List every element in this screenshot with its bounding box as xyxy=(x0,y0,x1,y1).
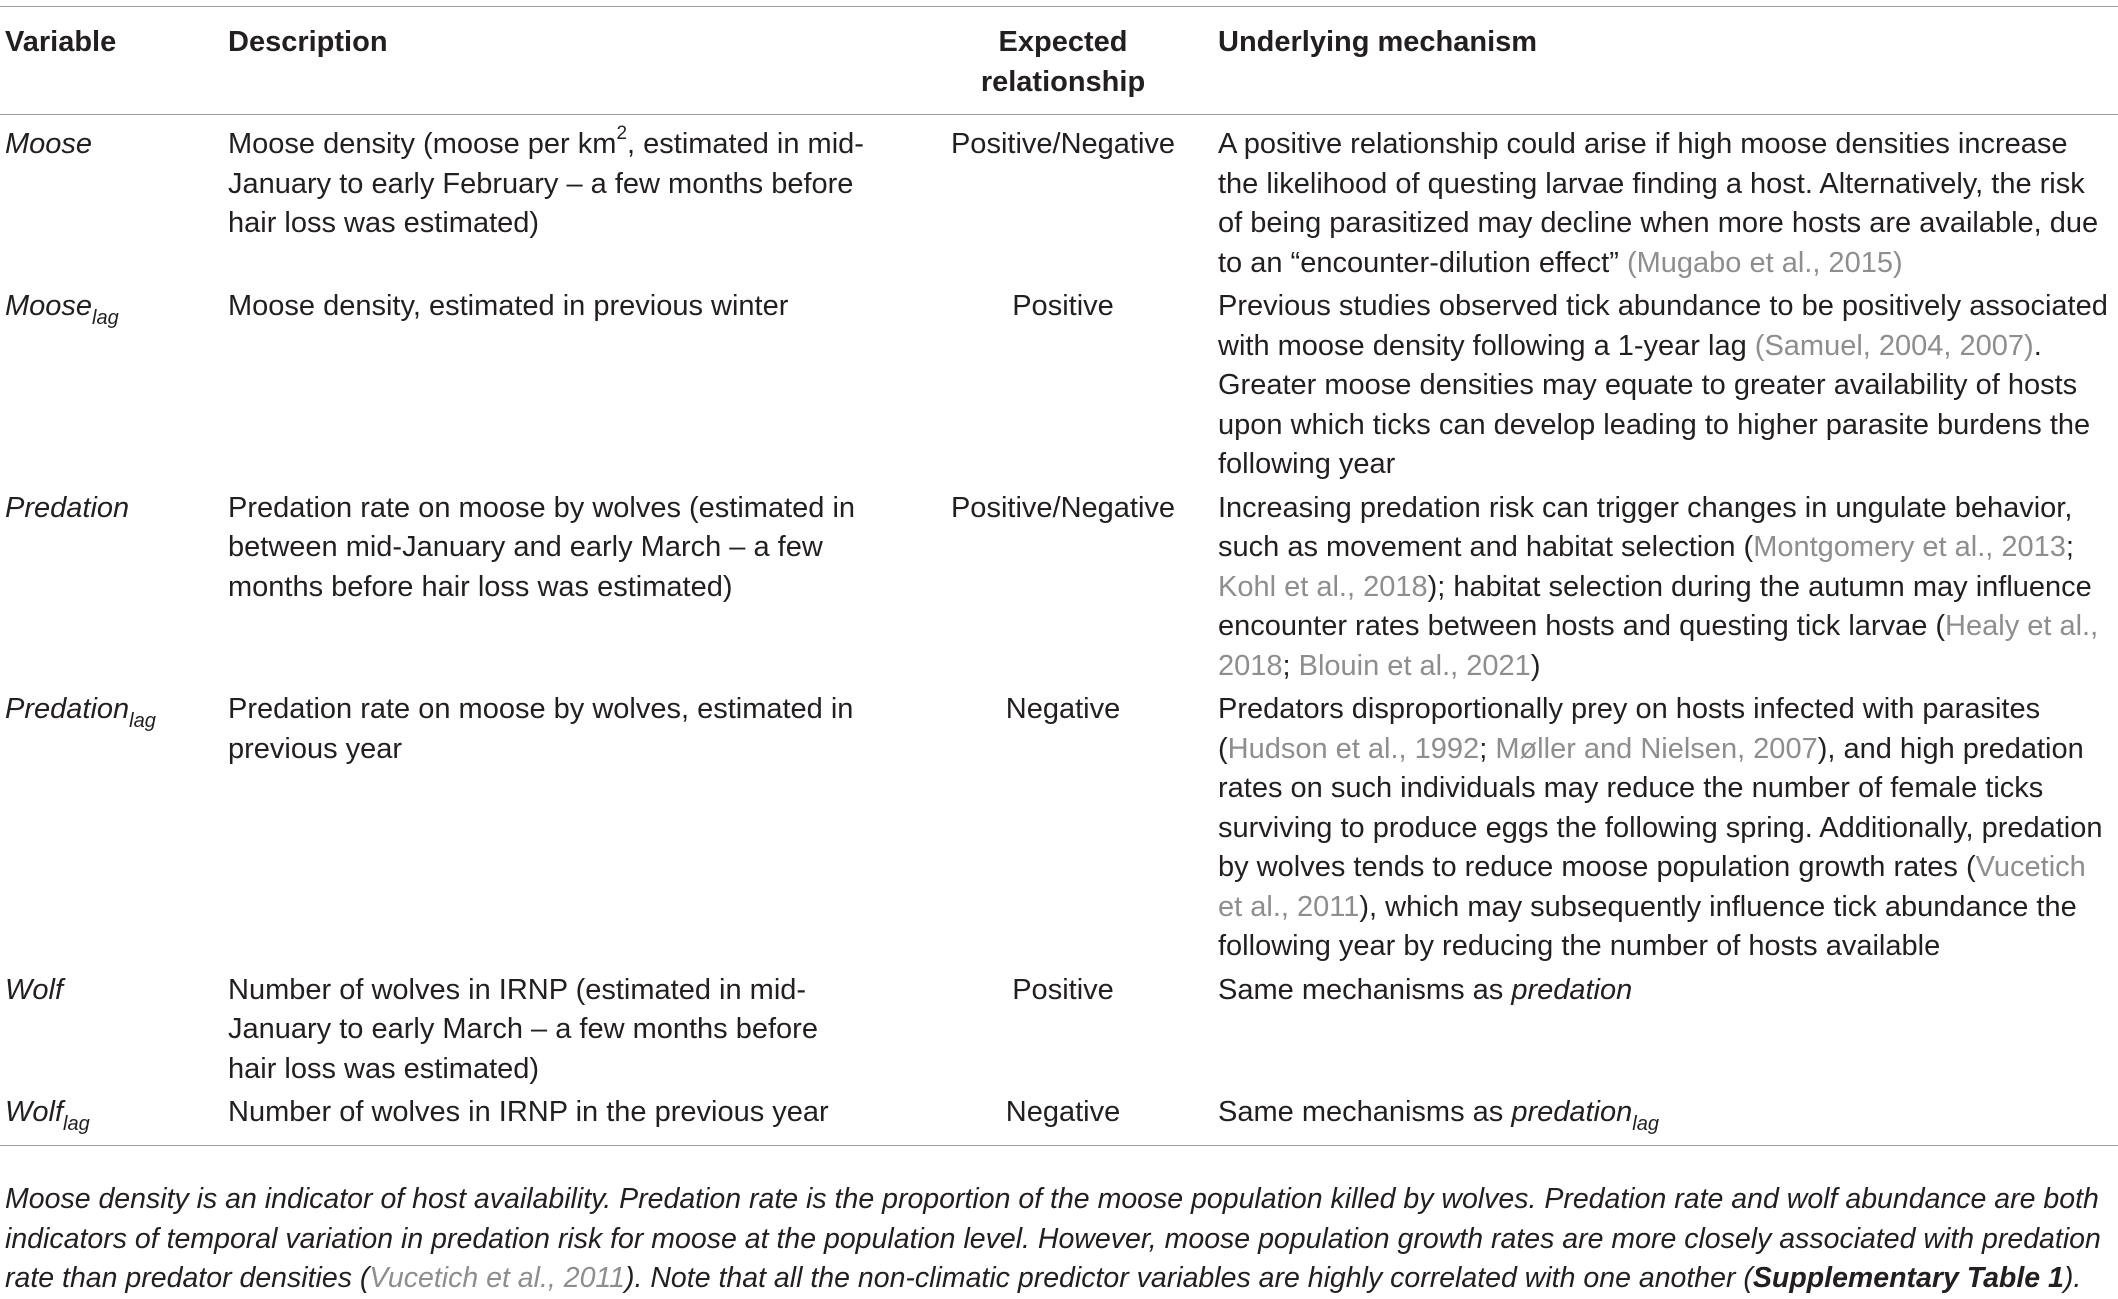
variable-subscript: lag xyxy=(63,1113,90,1135)
expected-relationship-cell: Positive xyxy=(1012,973,1114,1006)
header-description: Description xyxy=(228,7,908,115)
table-header xyxy=(0,7,2118,115)
citation-link[interactable]: Blouin et al., 2021 xyxy=(1298,649,1531,682)
variables-table xyxy=(0,6,2118,1146)
mechanism-cell xyxy=(1218,285,2118,487)
description-text: Predation rate on moose by wolves (estimated in between mid-January and early March – a few months before hair loss was estimated) xyxy=(228,491,856,603)
variable-name: Moose xyxy=(5,290,93,322)
mechanism-text: ), which may subsequently influence tick abundance the following year by reducing the number of hosts available xyxy=(1218,890,2077,962)
expected-relationship-cell: Negative xyxy=(908,1091,1218,1145)
mechanism-text: ); habitat selection during the autumn may influence encounter rates between hosts and questing tick larvae ( xyxy=(1218,570,2092,642)
description-text: Number of wolves in IRNP in the previous year xyxy=(228,1096,829,1128)
table-row xyxy=(0,285,2118,487)
mechanism-text: ), and high predation rates on such individuals may reduce the number of female ticks surviving to produce eggs the following spring. Additionally, predation by wolves tends to reduce moose population growth rates ( xyxy=(1218,732,2103,883)
variable-cell xyxy=(0,969,228,1092)
mechanism-cell xyxy=(1218,1091,2118,1145)
mechanism-text: ; xyxy=(2065,531,2074,563)
expected-relationship-cell: Negative xyxy=(1005,693,1121,725)
description-cell xyxy=(228,969,908,1092)
footnote-reference[interactable]: Vucetich et al., 2011 xyxy=(369,1262,626,1294)
mechanism-text: ) xyxy=(1530,649,1541,682)
table-footnote xyxy=(5,1180,2115,1299)
variable-name: Wolf xyxy=(5,1096,63,1128)
mechanism-variable-subscript: lag xyxy=(1632,1113,1659,1135)
description-text: Number of wolves in IRNP (estimated in mid-January to early March – a few months before hair loss was estimated) xyxy=(228,973,818,1085)
description-cell xyxy=(228,115,908,286)
description-superscript: 2 xyxy=(616,123,628,144)
variable-cell xyxy=(0,688,228,969)
variable-cell xyxy=(0,285,228,487)
citation-link[interactable]: Montgomery et al., 2013 xyxy=(1753,531,2066,563)
mechanism-text: Same mechanisms as xyxy=(1218,973,1512,1006)
mechanism-variable: predation xyxy=(1511,973,1633,1006)
variable-name: Wolf xyxy=(5,973,63,1006)
header-variable: Variable xyxy=(0,7,228,115)
expected-relationship-cell: Positive/Negative xyxy=(950,491,1176,524)
footnote-supplementary-link[interactable]: Supplementary Table 1 xyxy=(1752,1262,2064,1294)
mechanism-text: . Greater moose densities may equate to greater availability of hosts upon which ticks can develop leading to higher parasite burdens the following year xyxy=(1218,329,2091,480)
header-row xyxy=(0,7,2118,115)
citation-link[interactable]: Vucetich et al., 2011 xyxy=(1218,851,2086,923)
variable-cell xyxy=(0,487,228,689)
variable-name: Moose xyxy=(5,128,93,160)
table-row xyxy=(0,115,2118,286)
expected-relationship-cell: Positive xyxy=(1012,290,1114,322)
description-text: Predation rate on moose by wolves, estimated in previous year xyxy=(228,693,854,765)
citation-link[interactable]: (Samuel, 2004, 2007) xyxy=(1754,329,2034,362)
mechanism-variable: predation xyxy=(1511,1096,1633,1128)
mechanism-text: Predators disproportionally prey on hosts infected with parasites ( xyxy=(1218,693,2041,765)
mechanism-text: ; xyxy=(1479,732,1496,765)
expected-relationship-cell: Positive/Negative xyxy=(950,128,1176,160)
mechanism-text: A positive relationship could arise if high moose densities increase the likelihood of questing larvae finding a host. Alternatively, the risk of being parasitized may decline when more hosts are available, due to an “encounter-dilution effect” xyxy=(1218,128,2099,279)
description-text: Moose density, estimated in previous winter xyxy=(228,290,789,322)
header-expected-line2: relationship xyxy=(980,65,1146,98)
table-row xyxy=(0,1091,2118,1145)
variable-subscript: lag xyxy=(129,710,156,732)
citation-link[interactable]: (Mugabo et al., 2015) xyxy=(1626,246,1903,279)
table-row xyxy=(0,487,2118,689)
mechanism-cell xyxy=(1218,115,2118,286)
footnote-part1: Moose density is an indicator of host availability. Predation rate is the proportion of the moose population killed by wolves. Predation rate and wolf abundance are both indicators of temporal variation in predation risk for moose at the population level. However, moose population growth rates are more closely associated with predation rate than predator densities ( xyxy=(5,1183,2101,1294)
description-cell xyxy=(228,1091,908,1145)
variable-name: Predation xyxy=(5,693,130,725)
description-cell xyxy=(228,487,908,689)
table-row xyxy=(0,969,2118,1092)
header-underlying-mechanism: Underlying mechanism xyxy=(1218,7,2118,115)
mechanism-text: Same mechanisms as xyxy=(1218,1096,1512,1128)
description-text: Moose density (moose per km xyxy=(228,128,617,160)
citation-link[interactable]: Kohl et al., 2018 xyxy=(1218,570,1428,603)
mechanism-text: ; xyxy=(1282,649,1299,682)
description-text-cont: , estimated in mid-January to early February – a few months before hair loss was estimated) xyxy=(228,128,864,239)
description-cell xyxy=(228,285,908,487)
variable-cell xyxy=(0,1091,228,1145)
table-body xyxy=(0,115,2118,1146)
variable-name: Predation xyxy=(5,491,130,524)
header-expected-relationship xyxy=(908,7,1218,115)
mechanism-text: Previous studies observed tick abundance to be positively associated with moose density following a 1-year lag xyxy=(1218,290,2108,362)
mechanism-cell xyxy=(1218,969,2118,1092)
description-cell xyxy=(228,688,908,969)
mechanism-text: Increasing predation risk can trigger changes in ungulate behavior, such as movement and habitat selection ( xyxy=(1218,491,2073,563)
variable-subscript: lag xyxy=(92,307,119,329)
mechanism-cell xyxy=(1218,487,2118,689)
citation-link[interactable]: Hudson et al., 1992 xyxy=(1227,732,1480,765)
citation-link[interactable]: Healy et al., 2018 xyxy=(1218,610,2099,682)
footnote-part3: ). xyxy=(2063,1262,2082,1294)
variable-cell xyxy=(0,115,228,286)
footnote-part2: ). Note that all the non-climatic predictor variables are highly correlated with one another ( xyxy=(625,1262,1753,1294)
header-expected-line1: Expected xyxy=(998,26,1128,58)
table-row xyxy=(0,688,2118,969)
citation-link[interactable]: Møller and Nielsen, 2007 xyxy=(1495,732,1818,765)
mechanism-cell xyxy=(1218,688,2118,969)
